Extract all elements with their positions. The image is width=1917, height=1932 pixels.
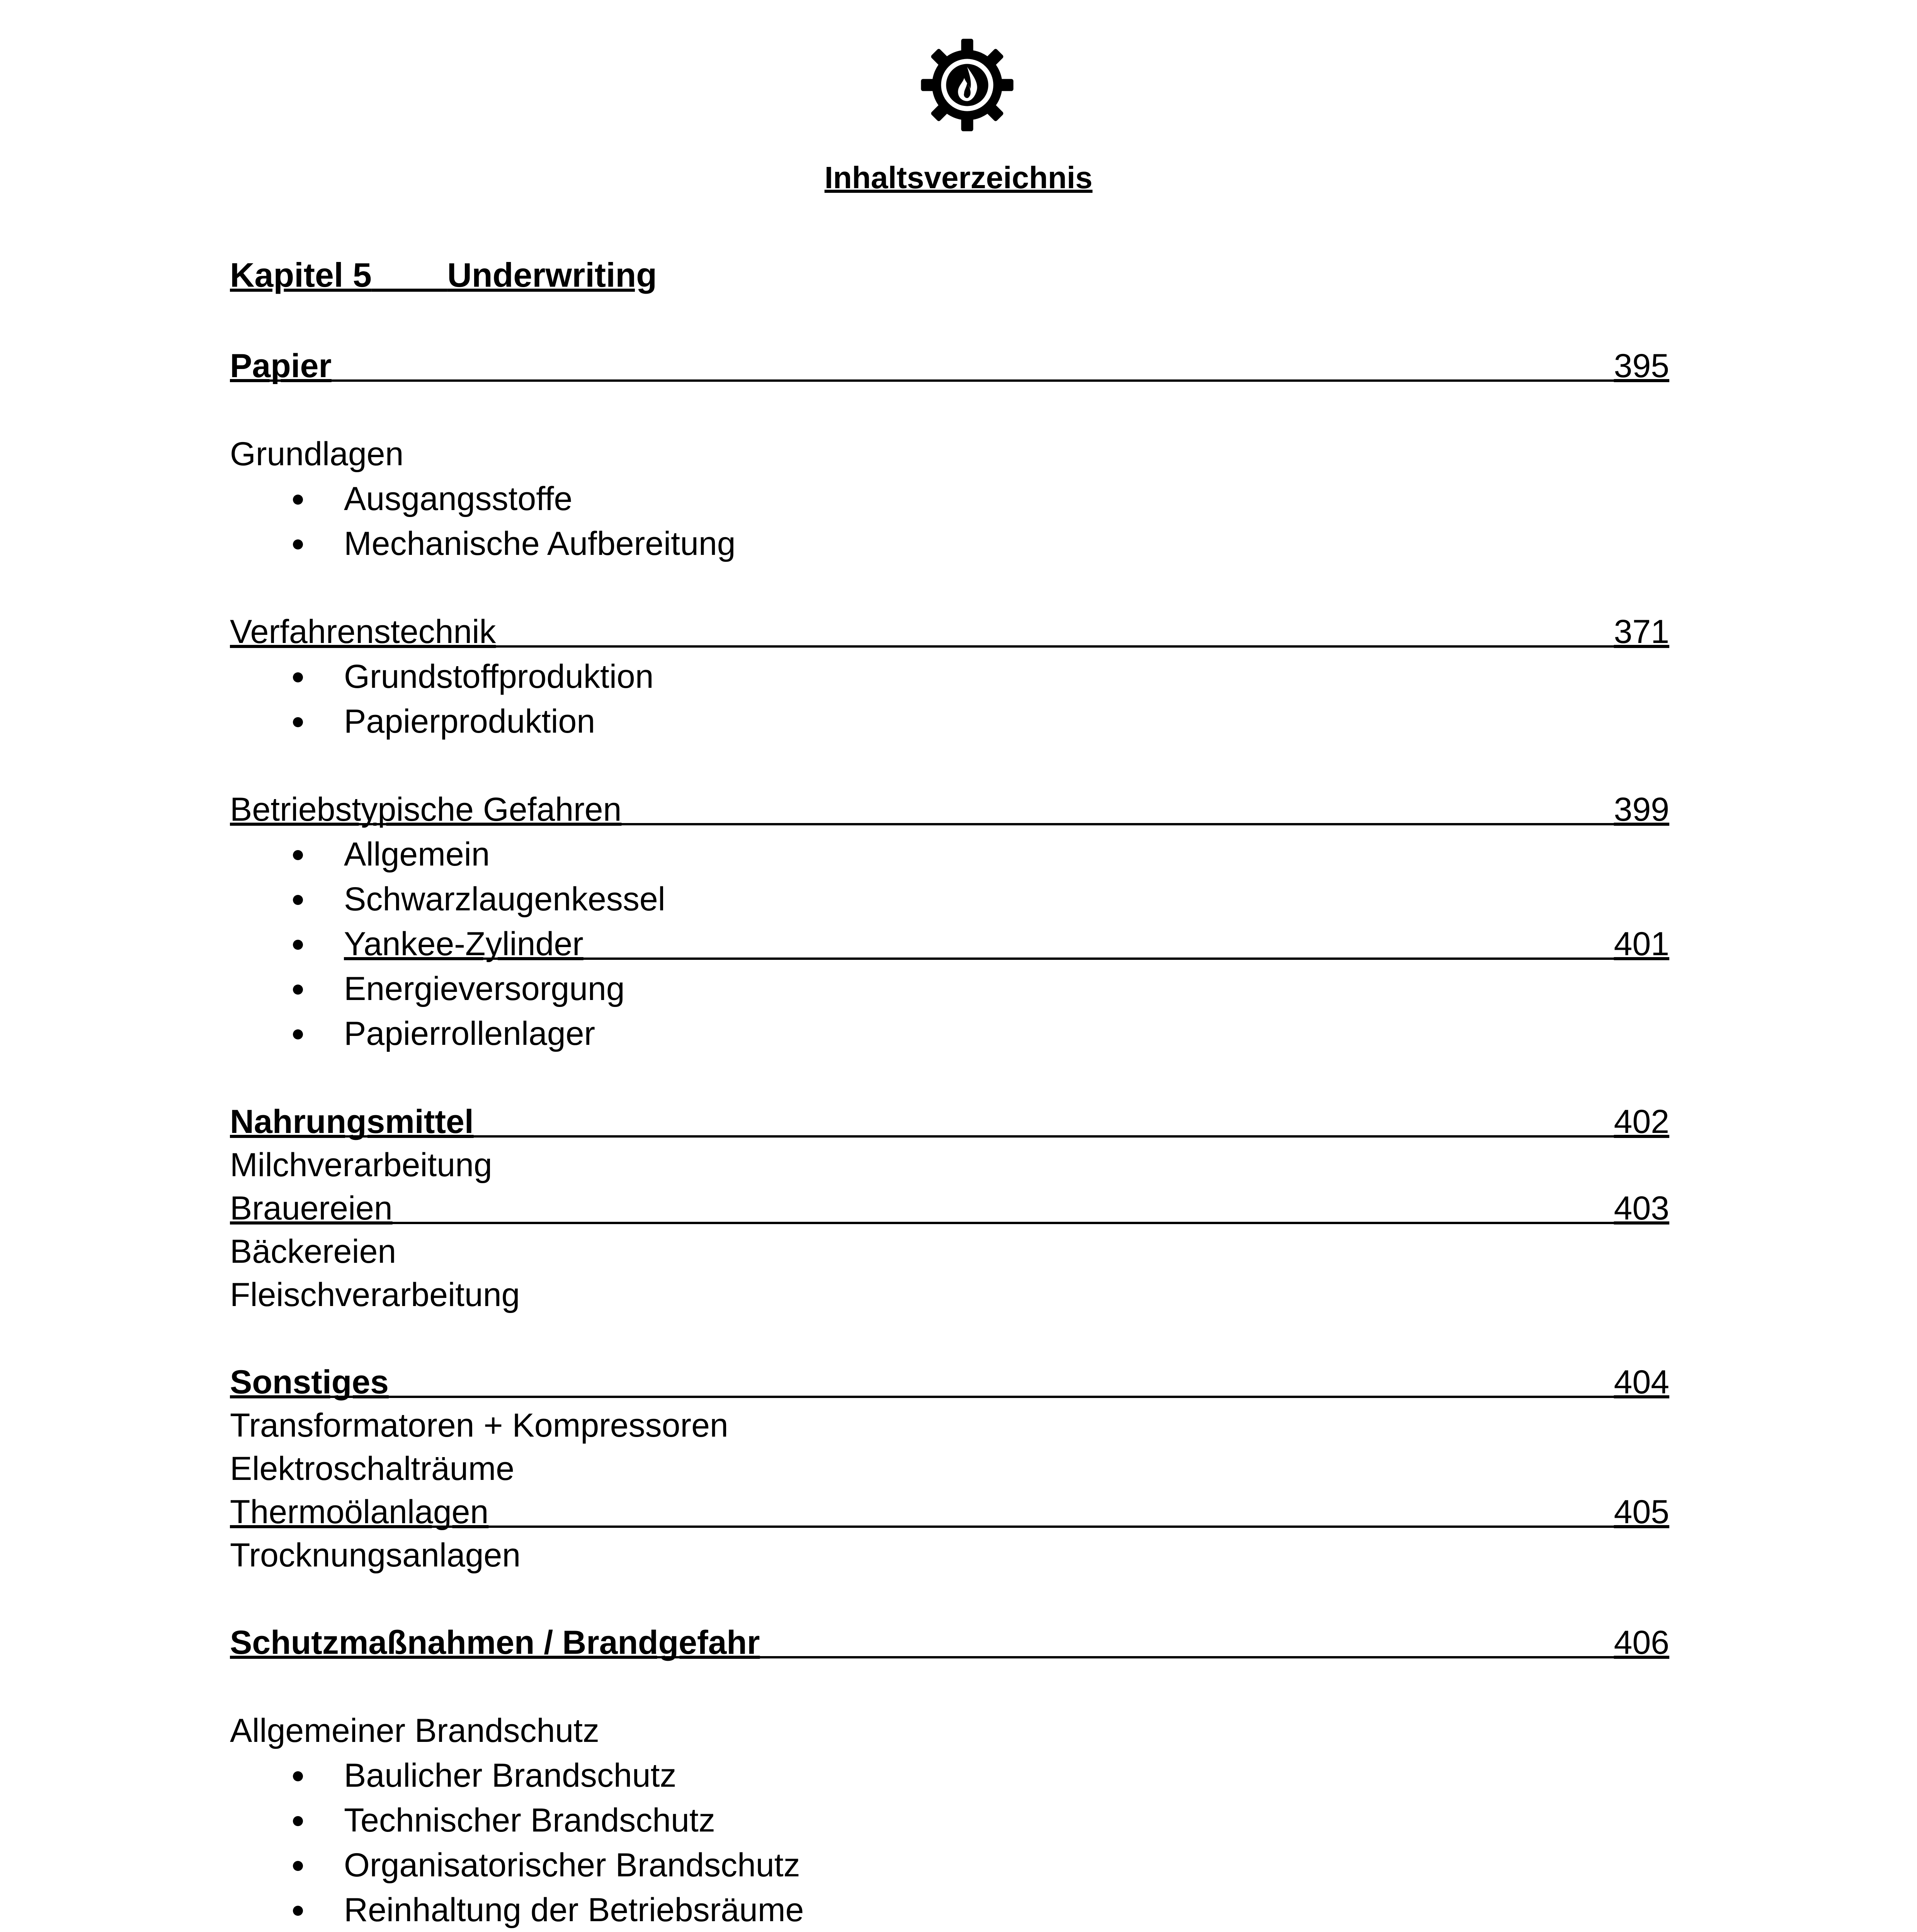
toc-entry [230,1491,1669,1533]
toc-entry-label: Allgemeiner Brandschutz [230,1712,600,1749]
toc-entry-page-number: 403 [1614,1190,1669,1227]
toc-entry [230,1100,1669,1143]
toc-sub-entry [344,878,1669,920]
toc-entry [230,1534,1669,1577]
toc-entry [230,433,1669,475]
toc-sub-entry [344,1799,1669,1842]
page-title: Inhaltsverzeichnis [824,160,1093,195]
toc-entry-label: Thermoölanlagen [230,1493,489,1531]
toc-entry-label: Milchverarbeitung [230,1146,492,1184]
toc-sub-entry [344,1889,1669,1931]
toc-entry-label: Schutzmaßnahmen / Brandgefahr [230,1624,760,1661]
toc-entry [230,1274,1669,1316]
toc-entry [230,1144,1669,1186]
toc-entry [230,1404,1669,1447]
toc-sub-entry [344,1754,1669,1797]
toc-entry-page-number: 404 [1614,1364,1669,1401]
toc-entry [230,611,1669,653]
toc-entry-label: Bäckereien [230,1233,396,1270]
toc-sub-entry [344,1012,1669,1055]
toc-entry-label: Nahrungsmittel [230,1103,474,1140]
toc-sub-entry [344,700,1669,743]
toc-entry-label: Yankee-Zylinder [344,925,583,963]
toc-entry-label: Mechanische Aufbereitung [344,525,736,562]
toc-entry-page-number: 395 [1614,347,1669,384]
toc-entry-label: Energieversorgung [344,970,625,1007]
toc-entry-label: Verfahrenstechnik [230,613,496,650]
toc-entry-label: Trocknungsanlagen [230,1537,521,1574]
toc-sub-entry [344,655,1669,698]
chapter-heading [230,258,657,292]
toc-entry-label: Reinhaltung der Betriebsräume [344,1891,804,1929]
toc-entry [230,788,1669,831]
toc-sub-entry [344,968,1669,1010]
toc-entry-page-number: 405 [1614,1493,1669,1531]
toc-entry-label: Organisatorischer Brandschutz [344,1847,800,1884]
chapter-title: Underwriting [447,256,657,294]
toc-sub-entry [344,923,1669,965]
toc-entry-label: Baulicher Brandschutz [344,1757,677,1794]
toc-entry [230,1230,1669,1273]
toc-entry-label: Elektroschalträume [230,1450,515,1487]
toc-entry [230,1361,1669,1403]
toc-entry-label: Grundlagen [230,435,404,473]
toc-entry-label: Fleischverarbeitung [230,1276,520,1313]
toc-entry-page-number: 402 [1614,1103,1669,1140]
toc-entry [230,345,1669,387]
toc-entry-label: Papierproduktion [344,703,595,740]
toc-entry-label: Technischer Brandschutz [344,1802,715,1839]
toc-entry-label: Grundstoffproduktion [344,658,654,695]
chapter-number: Kapitel 5 [230,256,372,294]
toc-entry-label: Sonstiges [230,1364,389,1401]
toc-entry-label: Ausgangsstoffe [344,480,573,517]
toc-entry-label: Papier [230,347,332,384]
toc-entry-label: Betriebstypische Gefahren [230,791,622,828]
toc-entry [230,1447,1669,1490]
toc-entry-page-number: 406 [1614,1624,1669,1661]
toc-entry-page-number: 399 [1614,791,1669,828]
toc-sub-entry [344,1844,1669,1886]
toc-entry-label: Schwarzlaugenkessel [344,881,665,918]
gear-flame-logo-icon [917,35,1017,135]
toc-entry-label: Papierrollenlager [344,1015,595,1052]
toc-entry [230,1187,1669,1230]
toc-sub-entry [344,478,1669,520]
toc-entry-label: Transformatoren + Kompressoren [230,1407,728,1444]
toc-entry-label: Allgemein [344,836,490,873]
toc-entry-label: Brauereien [230,1190,393,1227]
toc-entry [230,1621,1669,1664]
toc-entry-page-number: 401 [1614,925,1669,963]
toc-entry [230,1709,1669,1752]
toc-sub-entry [344,522,1669,565]
toc-entry-page-number: 371 [1614,613,1669,650]
toc-sub-entry [344,833,1669,876]
